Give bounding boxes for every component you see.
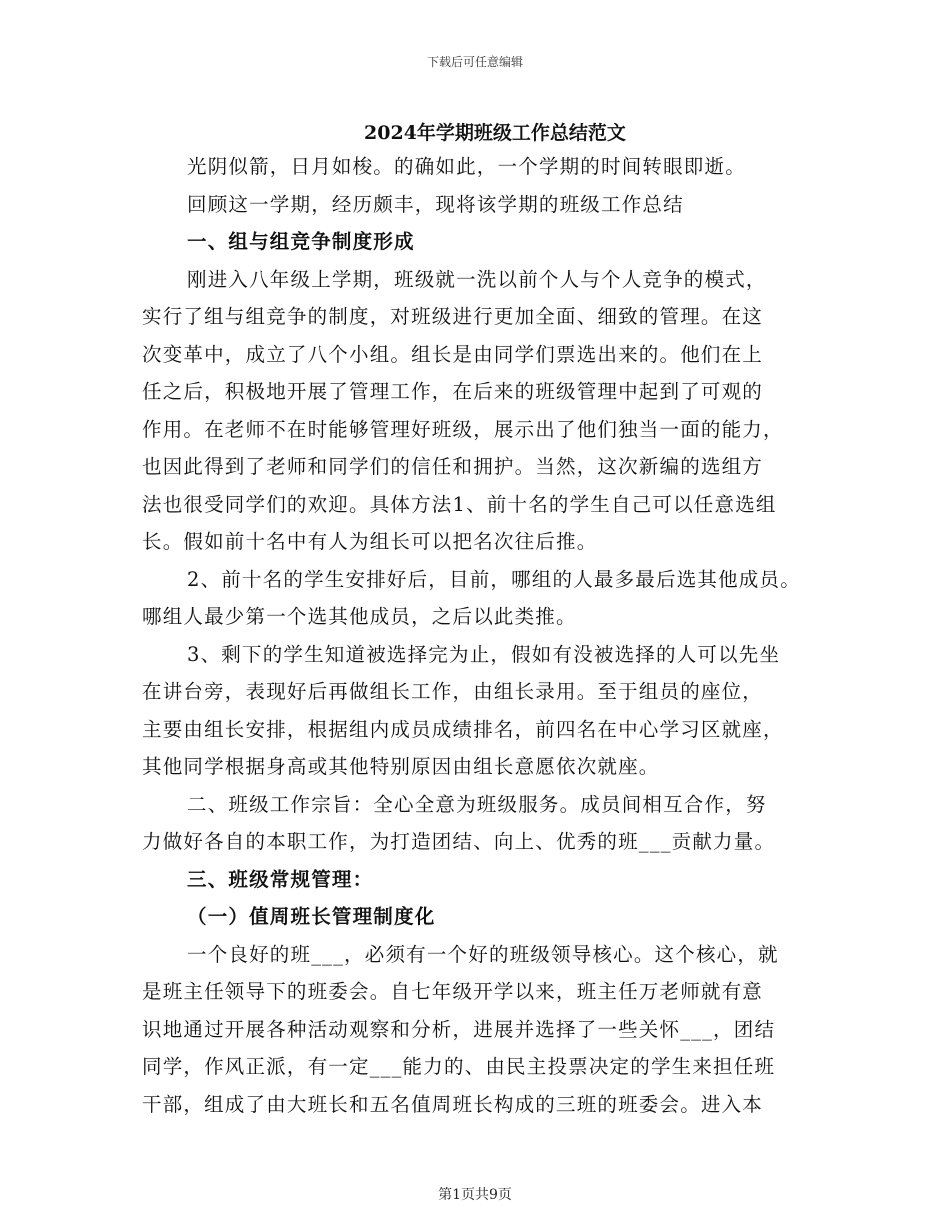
paragraph-line: 刚进入八年级上学期，班级就一洗以前个人与个人竞争的模式， xyxy=(187,267,767,291)
paragraph-line: 主要由组长安排，根据组内成员成绩排名，前四名在中心学习区就座， xyxy=(142,717,784,741)
paragraph-line: 2、前十名的学生安排好后，目前，哪组的人最多最后选其他成员。 xyxy=(187,567,801,591)
paragraph-line: 哪组人最少第一个选其他成员，之后以此类推。 xyxy=(142,605,577,628)
paragraph-line: 力做好各自的本职工作，为打造团结、向上、优秀的班___贡献力量。 xyxy=(142,830,776,853)
paragraph-line: 也因此得到了老师和同学们的信任和拥护。当然，这次新编的选组方 xyxy=(142,455,764,478)
header-note: 下载后可任意编辑 xyxy=(426,55,523,69)
document-body xyxy=(142,148,812,1123)
paragraph-line: 回顾这一学期，经历颇丰，现将该学期的班级工作总结 xyxy=(187,192,684,216)
paragraph-line: 二、班级工作宗旨：全心全意为班级服务。成员间相互合作，努 xyxy=(187,792,767,816)
section-heading: 一、组与组竞争制度形成 xyxy=(187,230,415,253)
paragraph-line: 其他同学根据身高或其他特别原因由组长意愿依次就座。 xyxy=(142,755,660,778)
paragraph-line: 同学，作风正派，有一定___能力的、由民主投票决定的学生来担任班 xyxy=(142,1055,776,1078)
paragraph-line: 干部，组成了由大班长和五名值周班长构成的三班的班委会。进入本 xyxy=(142,1092,764,1116)
paragraph-line: 实行了组与组竞争的制度，对班级进行更加全面、细致的管理。在这 xyxy=(142,305,764,328)
section-heading: （一）值周班长管理制度化 xyxy=(187,905,436,928)
page-footer: 第1页共9页 xyxy=(438,1187,512,1203)
paragraph-line: 3、剩下的学生知道被选择完为止，假如有没被选择的人可以先坐 xyxy=(187,642,781,666)
paragraph-line: 在讲台旁，表现好后再做组长工作，由组长录用。至于组员的座位， xyxy=(142,680,764,703)
paragraph-line: 任之后，积极地开展了管理工作，在后来的班级管理中起到了可观的 xyxy=(142,380,764,403)
paragraph-line: 次变革中，成立了八个小组。组长是由同学们票选出来的。他们在上 xyxy=(142,342,764,366)
document-title: 2024年学期班级工作总结范文 xyxy=(364,122,626,144)
paragraph-line: 一个良好的班___，必须有一个好的班级领导核心。这个核心，就 xyxy=(187,942,779,966)
paragraph-line: 光阴似箭，日月如梭。的确如此，一个学期的时间转眼即逝。 xyxy=(187,155,746,178)
paragraph-line: 作用。在老师不在时能够管理好班级，展示出了他们独当一面的能力， xyxy=(142,417,784,441)
paragraph-line: 长。假如前十名中有人为组长可以把名次往后推。 xyxy=(142,530,598,553)
paragraph-line: 识地通过开展各种活动观察和分析，进展并选择了一些关怀___，团结 xyxy=(142,1017,776,1041)
paragraph-line: 是班主任领导下的班委会。自七年级开学以来，班主任万老师就有意 xyxy=(142,980,764,1003)
paragraph-line: 法也很受同学们的欢迎。具体方法1、前十名的学生自己可以任意选组 xyxy=(142,492,777,516)
section-heading: 三、班级常规管理： xyxy=(187,867,374,891)
